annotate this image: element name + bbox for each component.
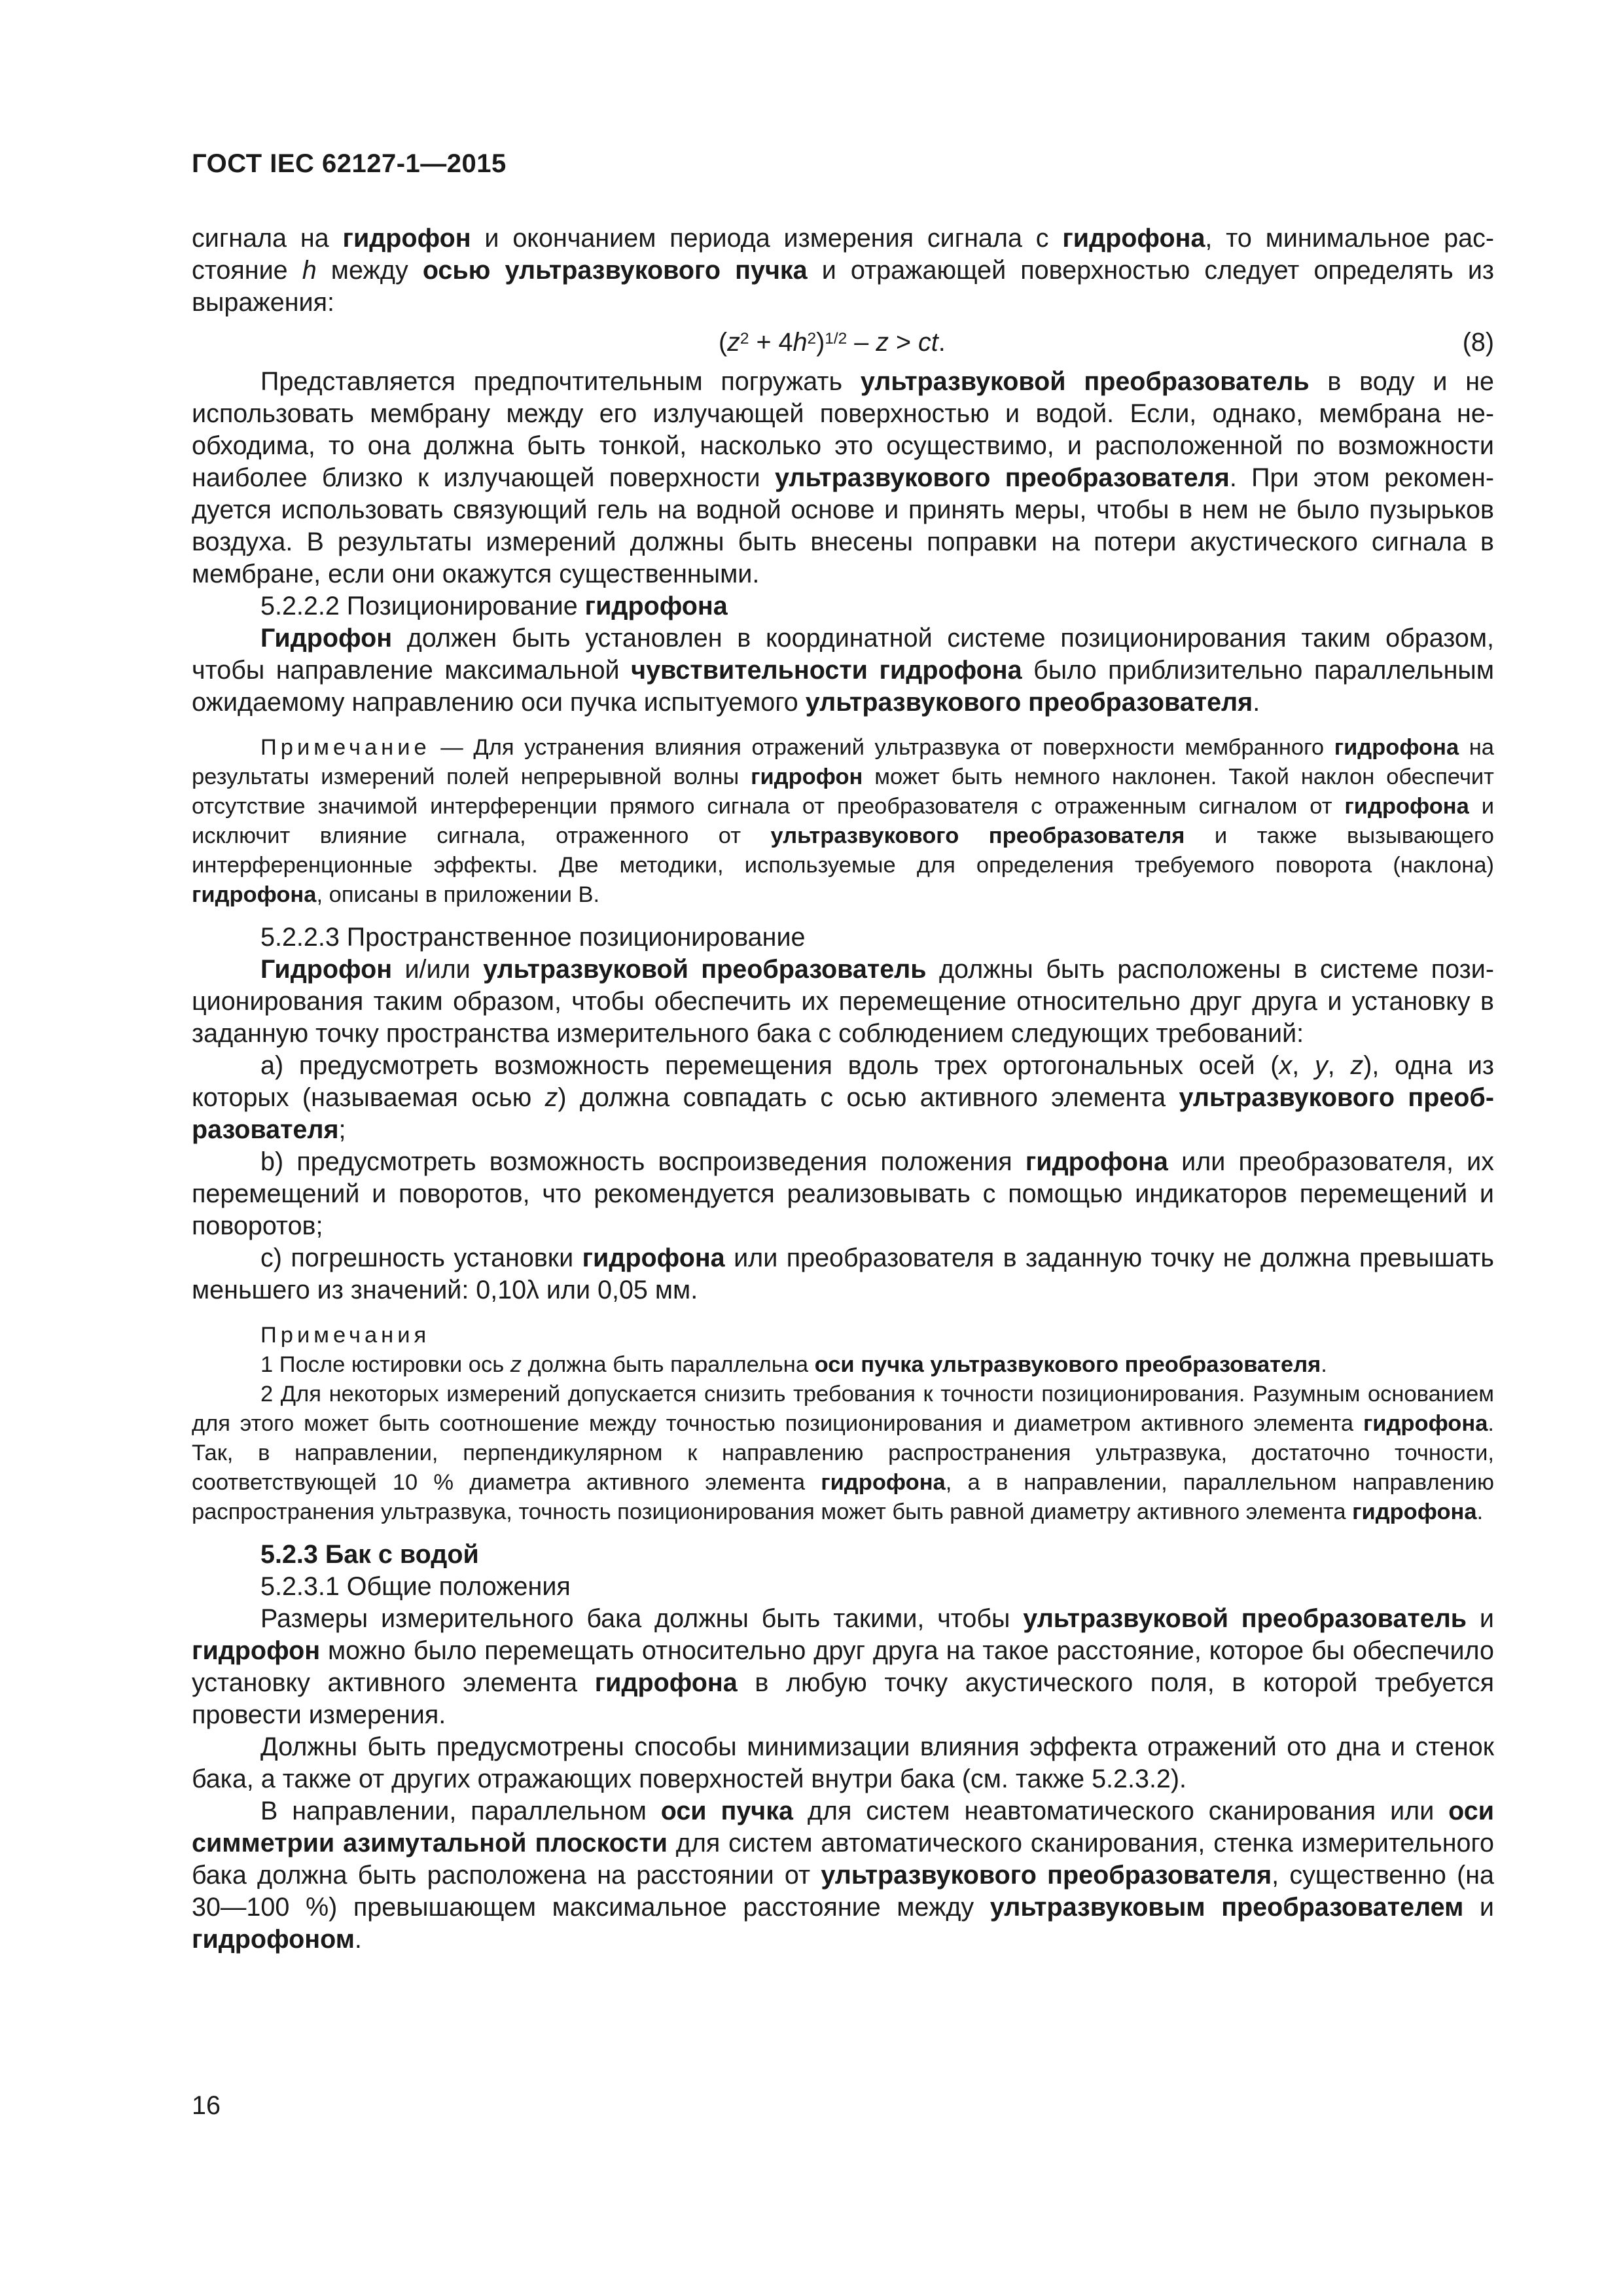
- term-hydrophone: гидрофона: [1062, 224, 1205, 253]
- term-hydrophone: гидрофона: [821, 1470, 946, 1495]
- notes-label: Примечания: [260, 1323, 431, 1348]
- text-run: , а в направлении, параллельном направлению распространения ультразвука, точность позиционирования может быть равной диаметру активного элемента: [192, 1470, 1494, 1524]
- text-run: b) предусмотреть возможность воспроизведения положения: [260, 1147, 1026, 1176]
- document-header: ГОСТ IEC 62127-1—2015: [192, 149, 507, 178]
- text-run: для систем автоматического сканирования, стенка измерительного бака должна быть расположена на расстоянии от: [192, 1829, 1494, 1890]
- variable-h: h: [302, 256, 317, 285]
- text-run: должна быть параллельна: [522, 1352, 815, 1377]
- text-run: должен быть установлен в координатной системе позиционирования таким образом, чтобы направление максимальной: [192, 624, 1494, 685]
- text-run: сигнала на: [192, 224, 343, 253]
- variable-x: x: [1279, 1051, 1293, 1080]
- term-hydrophone: гидрофона: [1344, 794, 1469, 819]
- list-item-a: a) предусмотреть возможность перемещения вдоль трех ортогональных осей (x, y, z), одна из которых (называемая осью z) должна совпадать с осью активного элемента ультразвукового преобразователя;: [192, 1051, 1495, 1144]
- page-number: 16: [192, 2091, 221, 2120]
- note-1: 1 После юстировки ось z должна быть параллельна оси пучка ультразвукового преобразователя.: [260, 1352, 1327, 1377]
- term-sensitivity: чувствительности гидрофона: [631, 656, 1022, 685]
- term-hydrophone: гидрофон: [192, 1636, 321, 1665]
- section-heading-5-2-3-1: 5.2.3.1 Общие положения: [260, 1572, 571, 1601]
- term-hydrophone: гидрофона: [1025, 1147, 1168, 1176]
- text-run: на результаты измерений полей непрерывной волны: [192, 735, 1494, 789]
- section-heading-5-2-3: 5.2.3 Бак с водой: [260, 1540, 479, 1569]
- text-run: и отражающей поверхностью следует определять из выражения:: [192, 256, 1494, 317]
- variable-z: z: [1350, 1051, 1364, 1080]
- paragraph-intro: [192, 223, 1494, 319]
- term-hydrophone: гидрофоном: [192, 1925, 355, 1954]
- text-run: в любую точку акустического поля, в которой требуется провести измерения.: [192, 1668, 1494, 1729]
- term-beam-axis: осью ультразвукового пучка: [422, 256, 808, 285]
- text-run: 2 Для некоторых измерений допускается снизить требования к точности позиционирования. Разумным основанием для этого может быть соотношение между точностью позиционирования и диаметром активного элемента: [192, 1382, 1494, 1436]
- text-run: c) погрешность установки: [260, 1244, 582, 1272]
- term-symmetry-axis: оси симметрии азимутальной плоскости: [192, 1797, 1495, 1857]
- term-transducer: ультразвукового преобразователя: [805, 688, 1253, 717]
- paragraph-tank-wall: В направлении, параллельном оси пучка для систем неавтоматического сканирования или оси симметрии азимутальной плоскости для систем автоматического сканирования, стенка измерительного бака должна быть расположена на расстоянии от ультразвукового преобразователя, существенно (на 30—100 %) превышающем максимальное расстояние между ультразвуковым преобразователем и гидрофоном.: [192, 1797, 1495, 1954]
- term-hydrophone: гидрофона: [1352, 1499, 1477, 1524]
- text-run: a) предусмотреть возможность перемещения вдоль трех ортогональных осей (: [260, 1051, 1279, 1080]
- text-run: , описаны в приложении В.: [316, 882, 600, 907]
- term-hydrophone: гидрофона: [582, 1244, 725, 1272]
- term-hydrophone: Гидрофон: [260, 955, 393, 984]
- text-run: между: [316, 256, 423, 285]
- text-run: должны быть расположены в системе позиционирования таким образом, чтобы обеспечить их перемещение относительно друг друга и установку в заданную точку пространства измерительного бака с соблюдением следующих требований:: [192, 955, 1494, 1048]
- term-hydrophone: гидрофона: [1334, 735, 1459, 760]
- text-run: ) должна совпадать с осью активного элемента: [558, 1083, 1179, 1112]
- text-run: и окончанием периода измерения сигнала с: [471, 224, 1063, 253]
- term-beam-axis: оси пучка: [660, 1797, 793, 1825]
- term-transducer: ультразвуковой преобразователь: [860, 367, 1310, 396]
- formula-expression: $(z^2 + 4h^2)^{1/2} - z$ > ct.: [719, 328, 946, 357]
- paragraph-membrane: [192, 366, 1494, 590]
- text-run: в воду и не использовать мембрану между его излучающей поверхностью и водой. Если, однако, мембрана необходима, то она должна быть тонкой, насколько это осуществимо, и расположенной по возможности наиболее близко к излучающей поверхности: [192, 367, 1494, 492]
- term-hydrophone: гидрофон: [751, 764, 863, 789]
- term-hydrophone: гидрофона: [584, 592, 728, 620]
- term-hydrophone: гидрофона: [1363, 1411, 1488, 1436]
- term-transducer: ультразвукового преобразователя: [770, 823, 1185, 848]
- text-run: 5.2.2.2 Позиционирование: [260, 592, 585, 620]
- term-beam-axis: оси пучка ультразвукового преобразователя: [814, 1352, 1321, 1377]
- variable-z: z: [544, 1083, 558, 1112]
- term-transducer: ультразвуковым преобразователем: [990, 1893, 1464, 1922]
- section-heading-5-2-2-3: 5.2.2.3 Пространственное позиционирование: [260, 923, 806, 952]
- variable-z: z: [510, 1352, 522, 1377]
- note-2: 2 Для некоторых измерений допускается снизить требования к точности позиционирования. Разумным основанием для этого может быть соотношение между точностью позиционирования и диаметром активного элемента гидрофона. Так, в направлении, перпендикулярном к направлению распространения ультразвука, достаточно точности, соответствующей 10 % диаметра активного элемента гидрофона, а в направлении, параллельном направлению распространения ультразвука, точность позиционирования может быть равной диаметру активного элемента гидрофона.: [192, 1382, 1494, 1524]
- text-run: и/или: [392, 955, 484, 984]
- text-run: Размеры измерительного бака должны быть такими, чтобы: [260, 1604, 1024, 1633]
- term-hydrophone: гидрофона: [594, 1668, 738, 1697]
- paragraph-spatial-positioning: [192, 954, 1494, 1050]
- term-transducer: ультразвукового преобразователя: [192, 1083, 1494, 1144]
- text-run: было приблизительно параллельным ожидаемому направлению оси пучка испытуемого: [192, 656, 1494, 717]
- term-transducer: ультразвуковой преобразователь: [483, 955, 927, 984]
- text-run: ), одна из которых (называемая осью: [192, 1051, 1495, 1112]
- variable-y: y: [1314, 1051, 1328, 1080]
- term-hydrophone: Гидрофон: [260, 624, 393, 653]
- section-heading-5-2-2-2: [192, 590, 1494, 622]
- text-run: , то минимальное расстояние: [192, 224, 1494, 285]
- text-run: можно было перемещать относительно друг друга на такое расстояние, которое бы обеспечило установку активного элемента: [192, 1636, 1494, 1697]
- text-run: или преобразователя, их перемещений и поворотов, что рекомендуется реализовывать с помощью индикаторов перемещений и поворотов;: [192, 1147, 1494, 1240]
- paragraph-tank-size: Размеры измерительного бака должны быть такими, чтобы ультразвуковой преобразователь и гидрофон можно было перемещать относительно друг друга на такое расстояние, которое бы обеспечило установку активного элемента гидрофона в любую точку акустического поля, в которой требуется провести измерения.: [192, 1604, 1494, 1729]
- text-run: . При этом рекомендуется использовать связующий гель на водной основе и принять меры, чтобы в нем не было пузырьков воздуха. В результаты измерений должны быть внесены поправки на потери акустического сигнала в мембране, если они окажутся существенными.: [192, 463, 1495, 588]
- text-run: или преобразователя в заданную точку не должна превышать меньшего из значений: 0,10λ или 0,05 мм.: [192, 1244, 1494, 1304]
- text-run: — Для устранения влияния отражений ультразвука от поверхности мембранного: [430, 735, 1334, 760]
- text-run: может быть немного наклонен. Такой наклон обеспечит отсутствие значимой интерференции прямого сигнала от преобразователя с отраженным сигналом от: [192, 764, 1494, 819]
- term-hydrophone: гидрофона: [192, 882, 317, 907]
- text-run: В направлении, параллельном: [260, 1797, 661, 1825]
- note-label: Примечание: [260, 735, 431, 760]
- formula-number: (8): [1462, 328, 1494, 357]
- paragraph-hydrophone-positioning: [192, 622, 1494, 719]
- term-transducer: ультразвукового преобразователя: [774, 463, 1230, 492]
- text-run: . Так, в направлении, перпендикулярном к направлению распространения ультразвука, достаточно точности, соответствующей 10 % диаметра активного элемента: [192, 1411, 1494, 1495]
- text-run: 1 После юстировки ось: [260, 1352, 510, 1377]
- text-run: и исключит влияние сигнала, отраженного от: [192, 794, 1494, 848]
- formula-8: [192, 319, 1494, 366]
- text-run: .: [1253, 688, 1260, 717]
- term-transducer: ультразвукового преобразователя: [821, 1861, 1272, 1890]
- text-run: Представляется предпочтительным погружать: [260, 367, 861, 396]
- term-hydrophone: гидрофон: [342, 224, 471, 253]
- document-body: [192, 223, 1494, 1956]
- list-item-b: [192, 1146, 1494, 1242]
- text-run: , существенно (на 30—100 %) превышающем максимальное расстояние между: [192, 1861, 1495, 1922]
- list-item-c: [192, 1242, 1494, 1306]
- note-reflections: [192, 733, 1494, 910]
- paragraph-reflections: Должны быть предусмотрены способы минимизации влияния эффекта отражений ото дна и стенок бака, а также от других отражающих поверхностей внутри бака (см. также 5.2.3.2).: [192, 1732, 1494, 1793]
- text-run: для систем неавтоматического сканирования или: [793, 1797, 1449, 1825]
- term-transducer: ультразвуковой преобразователь: [1023, 1604, 1467, 1633]
- text-run: и также вызывающего интерференционные эффекты. Две методики, используемые для определения требуемого поворота (наклона): [192, 823, 1494, 878]
